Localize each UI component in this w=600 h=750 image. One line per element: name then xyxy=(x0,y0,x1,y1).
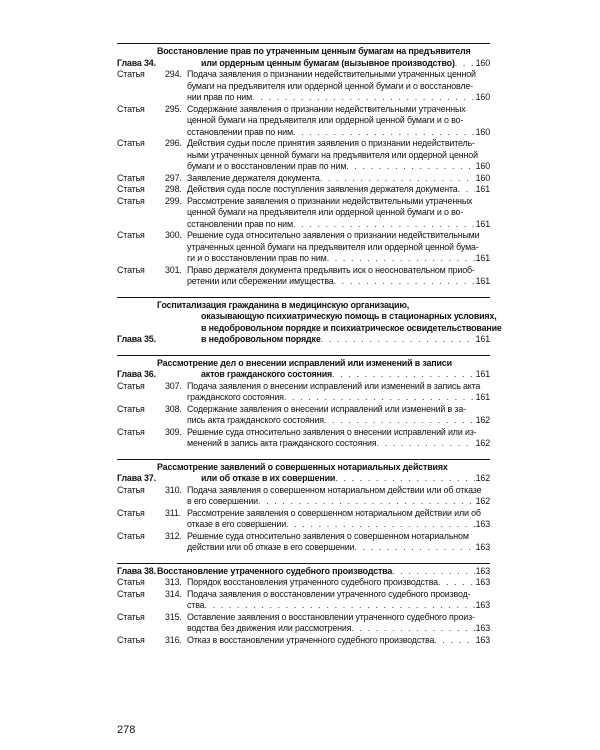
article-title-line xyxy=(187,207,490,219)
section-gap xyxy=(117,346,490,352)
article-title-text: пись акта гражданского состояния xyxy=(187,415,324,425)
dot-leader xyxy=(293,127,475,139)
chapter-title-text: Восстановление прав по утраченным ценным бумагам на предъявителя xyxy=(157,46,471,56)
dot-leader xyxy=(354,542,474,554)
chapter-rule xyxy=(117,563,490,564)
article-title-text: ства xyxy=(187,600,205,610)
chapter-title-line xyxy=(157,358,490,370)
article-entry xyxy=(117,404,490,427)
article-entry xyxy=(117,69,490,104)
article-title-line xyxy=(187,415,490,427)
chapter-title-text: или ордерным ценным бумагам (вызывное производство) xyxy=(201,57,455,68)
chapter-page: 163 xyxy=(475,565,490,576)
article-entry xyxy=(117,184,490,196)
article-entry xyxy=(117,508,490,531)
article-page: 160 xyxy=(475,161,490,171)
article-title-text: Подача заявления о совершенном нотариальном действии или об отказе xyxy=(187,484,482,495)
article-title-line xyxy=(187,612,490,624)
article-title-line xyxy=(187,589,490,601)
article-title xyxy=(187,138,490,173)
article-title-text: Решение суда относительно заявления о совершенном нотариальном xyxy=(187,530,469,541)
article-label: Статья xyxy=(117,577,145,587)
article-title-text: Рассмотрение заявления о признании недействительными утраченных xyxy=(187,195,473,206)
article-number: 294. xyxy=(165,69,182,79)
article-title-line xyxy=(187,196,490,208)
article-label: Статья xyxy=(117,426,145,437)
dot-leader xyxy=(335,473,474,485)
article-title-line xyxy=(187,404,490,416)
chapter-title-text: актов гражданского состояния xyxy=(201,369,333,379)
dot-leader xyxy=(458,184,475,196)
chapter-label: Глава 37. xyxy=(117,473,156,483)
dot-leader xyxy=(346,161,474,173)
chapter-title-text: Рассмотрение заявлений о совершенных нотариальных действиях xyxy=(157,461,448,472)
chapter-title-line xyxy=(157,46,490,58)
article-title-text: Подача заявления о признании недействительными утраченных ценной xyxy=(187,69,476,79)
article-number: 301. xyxy=(165,264,182,275)
article-entry xyxy=(117,612,490,635)
dot-leader xyxy=(434,635,474,647)
article-title-line xyxy=(187,69,490,81)
article-title-line xyxy=(187,104,490,116)
dot-leader xyxy=(204,600,474,612)
article-title-text: в его совершении xyxy=(187,496,258,506)
article-entry xyxy=(117,138,490,173)
article-title xyxy=(187,577,490,589)
article-entry xyxy=(117,196,490,231)
dot-leader xyxy=(327,253,475,265)
article-title-text: Оставление заявления о восстановлении утраченного судебного произ- xyxy=(187,611,475,622)
article-page: 163 xyxy=(475,577,490,587)
article-title xyxy=(187,196,490,231)
dot-leader xyxy=(284,392,475,404)
article-number: 314. xyxy=(165,588,182,599)
article-title xyxy=(187,230,490,265)
article-title-text: действии или об отказе в его совершении xyxy=(187,542,355,552)
article-title-line xyxy=(187,635,490,647)
article-label: Статья xyxy=(117,484,145,495)
section-gap xyxy=(117,450,490,456)
chapter-title-line xyxy=(157,462,490,474)
article-entry xyxy=(117,230,490,265)
article-number: 312. xyxy=(165,530,182,541)
article-title-text: Рассмотрение заявления о совершенном нотариальном действии или об xyxy=(187,507,481,518)
chapter-title xyxy=(157,46,490,69)
article-entry xyxy=(117,577,490,589)
article-number: 295. xyxy=(165,103,182,114)
dot-leader xyxy=(334,276,475,288)
article-label: Статья xyxy=(117,184,145,194)
article-page: 161 xyxy=(475,184,490,194)
article-label: Статья xyxy=(117,69,145,79)
chapter-page: 161 xyxy=(475,334,490,344)
dot-leader xyxy=(320,173,475,185)
dot-leader xyxy=(321,334,475,346)
article-number: 310. xyxy=(165,484,182,495)
article-title xyxy=(187,104,490,139)
dot-leader xyxy=(286,519,475,531)
article-title-text: бумаги на предъявителя или ордерной ценной бумаги и о восстановле- xyxy=(187,80,473,91)
article-page: 161 xyxy=(475,392,490,402)
article-title xyxy=(187,184,490,196)
article-number: 308. xyxy=(165,403,182,414)
article-title-text: менений в запись акта гражданского состояния xyxy=(187,438,377,448)
chapter-title-line xyxy=(157,300,490,312)
article-entry xyxy=(117,427,490,450)
article-title-text: отказе в его совершении xyxy=(187,519,287,529)
article-entry xyxy=(117,485,490,508)
article-page: 162 xyxy=(475,438,490,448)
table-of-contents xyxy=(117,40,502,646)
article-title-line xyxy=(187,577,490,589)
article-page: 163 xyxy=(475,519,490,529)
article-label: Статья xyxy=(117,588,145,599)
chapter-title-line xyxy=(157,566,490,578)
article-label: Статья xyxy=(117,172,145,183)
article-title-text: ретении или сбережении имущества xyxy=(187,276,334,286)
section-gap xyxy=(117,554,490,560)
article-number: 307. xyxy=(165,380,182,391)
article-entry xyxy=(117,173,490,185)
chapter-title xyxy=(157,462,490,485)
article-page: 160 xyxy=(475,92,490,102)
article-title xyxy=(187,404,490,427)
chapter-heading xyxy=(117,299,502,346)
article-title xyxy=(187,427,490,450)
article-title xyxy=(187,173,490,185)
article-title-text: гражданского состояния xyxy=(187,392,284,402)
chapter-heading xyxy=(117,462,490,485)
article-entry xyxy=(117,265,490,288)
article-title-line xyxy=(187,230,490,242)
article-entry xyxy=(117,104,490,139)
article-title-text: ценной бумаги на предъявителя или ордерной ценной бумаги и о во- xyxy=(187,115,464,125)
article-title-text: Порядок восстановления утраченного судебного производства xyxy=(187,577,438,587)
chapter-title-line xyxy=(157,473,490,485)
article-number: 296. xyxy=(165,138,182,148)
article-number: 315. xyxy=(165,611,182,622)
chapter-title xyxy=(157,566,490,578)
article-page: 160 xyxy=(475,126,490,137)
article-page: 161 xyxy=(475,253,490,263)
article-page: 160 xyxy=(475,172,490,183)
article-label: Статья xyxy=(117,380,145,391)
article-title xyxy=(187,69,490,104)
article-number: 299. xyxy=(165,195,182,206)
article-title-line xyxy=(187,161,490,173)
article-label: Статья xyxy=(117,634,145,645)
article-title-text: Решение суда относительно заявления о внесении исправлений или из- xyxy=(187,426,477,437)
article-title-text: ными утраченных ценной бумаги на предъявителя или ордерной ценной xyxy=(187,149,478,160)
page-number: 278 xyxy=(117,724,136,736)
chapter-title xyxy=(157,299,502,346)
chapter-title-text: Восстановление утраченного судебного производства xyxy=(157,565,393,576)
article-title-text: сстановлении прав по ним xyxy=(187,126,293,137)
article-title-line xyxy=(187,127,490,139)
article-title-line xyxy=(187,81,490,93)
dot-leader xyxy=(455,58,475,70)
chapter-title-text: Рассмотрение дел о внесении исправлений или изменений в записи xyxy=(157,357,452,368)
article-title-text: Заявление держателя документа xyxy=(187,172,320,183)
chapter-label: Глава 35. xyxy=(117,334,156,344)
article-title-text: Подача заявления о восстановлении утраченного судебного производ- xyxy=(187,588,471,599)
article-title xyxy=(187,265,490,288)
article-page: 161 xyxy=(475,218,490,229)
article-label: Статья xyxy=(117,507,145,518)
article-number: 309. xyxy=(165,426,182,437)
article-title-line xyxy=(187,173,490,185)
chapter-rule xyxy=(117,459,490,460)
article-title xyxy=(187,381,490,404)
section-gap xyxy=(117,288,490,294)
article-title-text: ценной бумаги на предъявителя или ордерной ценной бумаги и о во- xyxy=(187,207,464,217)
article-entry xyxy=(117,635,490,647)
dot-leader xyxy=(332,369,475,381)
chapter-page: 162 xyxy=(475,473,490,483)
article-title xyxy=(187,635,490,647)
article-title-line xyxy=(187,600,490,612)
chapter-label: Глава 36. xyxy=(117,369,156,379)
article-title-text: Решение суда относительно заявления о признании недействительными xyxy=(187,230,480,240)
dot-leader xyxy=(252,92,475,104)
article-title-text: Содержание заявления о внесении исправлений или изменений в за- xyxy=(187,403,466,414)
article-title-line xyxy=(187,150,490,162)
article-title-line xyxy=(187,531,490,543)
article-entry xyxy=(117,531,490,554)
article-title-line xyxy=(187,438,490,450)
chapter-title-line xyxy=(157,369,490,381)
chapter-page: 161 xyxy=(475,369,490,379)
article-label: Статья xyxy=(117,611,145,622)
article-title-text: утраченных ценной бумаги на предъявителя или ордерной ценной бума- xyxy=(187,241,479,252)
article-page: 163 xyxy=(475,623,490,633)
chapter-rule xyxy=(117,355,490,356)
dot-leader xyxy=(438,577,475,589)
article-title-text: Действия судьи после принятия заявления о признании недействитель- xyxy=(187,138,475,148)
chapter-title-line xyxy=(157,322,502,335)
dot-leader xyxy=(392,566,474,578)
chapter-label: Глава 38. xyxy=(117,565,156,576)
article-number: 316. xyxy=(165,634,182,645)
article-title-line xyxy=(187,392,490,404)
article-page: 162 xyxy=(475,415,490,425)
article-page: 163 xyxy=(475,600,490,610)
chapter-rule xyxy=(117,297,490,298)
article-title xyxy=(187,485,490,508)
chapter-heading xyxy=(117,46,490,69)
article-title-line xyxy=(187,508,490,520)
article-title-text: сстановлении прав по ним xyxy=(187,218,293,229)
chapter-rule xyxy=(117,43,490,44)
article-label: Статья xyxy=(117,195,145,206)
article-page: 162 xyxy=(475,496,490,506)
article-title-line xyxy=(187,623,490,635)
article-title-text: Отказ в восстановлении утраченного судебного производства xyxy=(187,634,435,645)
article-entry xyxy=(117,589,490,612)
article-entry xyxy=(117,381,490,404)
article-label: Статья xyxy=(117,230,145,240)
article-title-text: Подача заявления о внесении исправлений или изменений в запись акта xyxy=(187,380,481,391)
article-title-line xyxy=(187,485,490,497)
article-title-line xyxy=(187,276,490,288)
article-label: Статья xyxy=(117,138,145,148)
article-title-line xyxy=(187,381,490,393)
dot-leader xyxy=(324,415,475,427)
article-title-text: Право держателя документа предъявить иск о неосновательном приоб- xyxy=(187,264,475,275)
article-title-text: Содержание заявления о признании недействительными утраченных xyxy=(187,103,466,114)
chapter-title-line xyxy=(157,58,490,70)
article-label: Статья xyxy=(117,103,145,114)
chapter-label: Глава 34. xyxy=(117,57,156,68)
chapter-title-line xyxy=(157,311,497,323)
article-number: 298. xyxy=(165,184,182,194)
article-title-line xyxy=(187,253,490,265)
article-title-text: ги и о восстановлении прав по ним xyxy=(187,253,327,263)
article-title-text: Действия суда после поступления заявления держателя документа xyxy=(187,184,458,194)
article-label: Статья xyxy=(117,403,145,414)
article-number: 300. xyxy=(165,230,182,240)
article-title-text: нии прав по ним xyxy=(187,92,253,102)
article-number: 297. xyxy=(165,172,182,183)
dot-leader xyxy=(351,623,474,635)
chapter-title-text: в недобровольном порядке xyxy=(201,334,321,344)
article-title-text: водства без движения или рассмотрения xyxy=(187,623,352,633)
article-title-line xyxy=(187,184,490,196)
article-title-line xyxy=(187,138,490,150)
article-label: Статья xyxy=(117,530,145,541)
chapter-page: 160 xyxy=(475,57,490,68)
article-title xyxy=(187,508,490,531)
chapter-title-text: или об отказе в их совершении xyxy=(201,473,336,483)
article-page: 161 xyxy=(475,276,490,286)
article-title xyxy=(187,531,490,554)
article-title-line xyxy=(187,542,490,554)
chapter-title-text: оказывающую психиатрическую помощь в стационарных условиях, xyxy=(201,311,497,321)
article-title-line xyxy=(187,496,490,508)
article-page: 163 xyxy=(475,634,490,645)
article-number: 313. xyxy=(165,577,182,587)
article-title-line xyxy=(187,219,490,231)
article-page: 163 xyxy=(475,542,490,552)
article-title-line xyxy=(187,115,490,127)
chapter-heading xyxy=(117,358,490,381)
article-label: Статья xyxy=(117,264,145,275)
dot-leader xyxy=(258,496,475,508)
article-number: 311. xyxy=(165,507,182,518)
chapter-title-text: Госпитализация гражданина в медицинскую организацию, xyxy=(157,299,410,310)
article-title xyxy=(187,612,490,635)
article-title-line xyxy=(187,427,490,439)
article-title-line xyxy=(187,242,490,254)
dot-leader xyxy=(376,438,474,450)
article-title-line xyxy=(187,92,490,104)
article-title-line xyxy=(187,265,490,277)
chapter-title-text: в недобровольном порядке и психиатрическое освидетельствование xyxy=(201,322,502,333)
article-title-line xyxy=(187,519,490,531)
dot-leader xyxy=(293,219,475,231)
chapter-heading xyxy=(117,566,490,578)
chapter-title-line xyxy=(157,334,490,346)
article-title-text: бумаги и о восстановлении прав по ним xyxy=(187,161,347,171)
chapter-title xyxy=(157,358,490,381)
article-title xyxy=(187,589,490,612)
